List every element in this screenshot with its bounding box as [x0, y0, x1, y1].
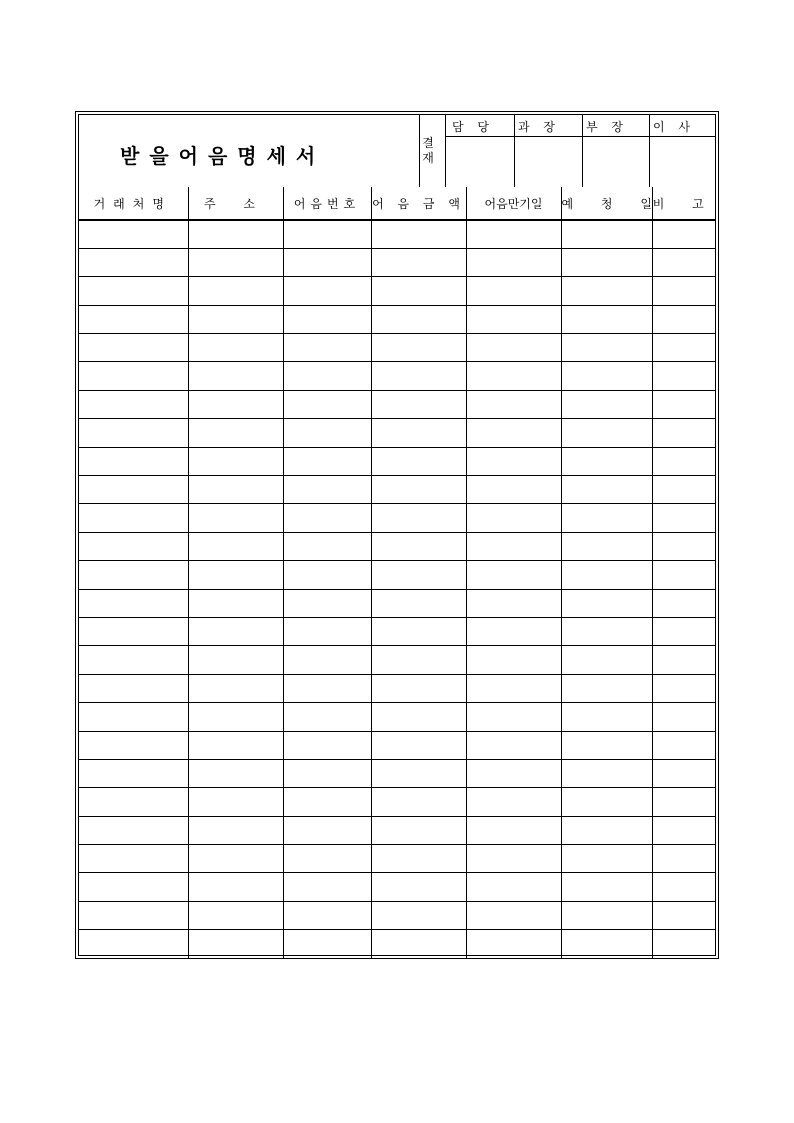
- table-cell[interactable]: [188, 220, 283, 248]
- table-cell[interactable]: [652, 901, 716, 929]
- table-cell[interactable]: [371, 419, 466, 447]
- col-header-remarks: 비 고: [652, 187, 716, 220]
- table-cell[interactable]: [188, 305, 283, 333]
- table-cell[interactable]: [371, 674, 466, 702]
- table-cell[interactable]: [652, 930, 716, 958]
- table-row: [78, 277, 716, 305]
- table-cell[interactable]: [188, 248, 283, 276]
- table-cell[interactable]: [561, 561, 652, 589]
- approval-divider-2: [582, 114, 583, 187]
- table-cell[interactable]: [652, 504, 716, 532]
- table-cell[interactable]: [371, 930, 466, 958]
- col-header-note-amount: 어 음 금 액: [371, 187, 466, 220]
- table-cell[interactable]: [466, 646, 561, 674]
- col-header-maturity-date: 어음만기일: [466, 187, 561, 220]
- table-cell[interactable]: [561, 674, 652, 702]
- table-cell[interactable]: [188, 617, 283, 645]
- table-cell[interactable]: [78, 816, 188, 844]
- table-cell[interactable]: [466, 873, 561, 901]
- table-cell[interactable]: [652, 447, 716, 475]
- table-cell[interactable]: [652, 277, 716, 305]
- table-cell[interactable]: [466, 220, 561, 248]
- table-cell[interactable]: [652, 220, 716, 248]
- table-cell[interactable]: [188, 816, 283, 844]
- table-row: [78, 504, 716, 532]
- table-cell[interactable]: [371, 845, 466, 873]
- approval-label: 결 재: [422, 136, 434, 165]
- col-header-note-number: 어음번호: [283, 187, 371, 220]
- table-cell[interactable]: [78, 220, 188, 248]
- table-row: [78, 561, 716, 589]
- table-row: [78, 447, 716, 475]
- table-cell[interactable]: [78, 674, 188, 702]
- table-cell[interactable]: [371, 759, 466, 787]
- table-cell[interactable]: [561, 873, 652, 901]
- table-cell[interactable]: [371, 731, 466, 759]
- table-cell[interactable]: [466, 419, 561, 447]
- ledger-header-row: [78, 187, 716, 220]
- table-cell[interactable]: [652, 617, 716, 645]
- approval-role-department-head: 부 장: [586, 120, 628, 134]
- table-cell[interactable]: [283, 703, 371, 731]
- approval-row-divider: [445, 136, 716, 137]
- table-cell[interactable]: [78, 305, 188, 333]
- table-cell[interactable]: [371, 447, 466, 475]
- table-cell[interactable]: [466, 390, 561, 418]
- table-cell[interactable]: [561, 447, 652, 475]
- ledger-body: [78, 220, 716, 958]
- table-cell[interactable]: [466, 759, 561, 787]
- table-cell[interactable]: [561, 617, 652, 645]
- table-cell[interactable]: [283, 277, 371, 305]
- table-cell[interactable]: [466, 248, 561, 276]
- table-cell[interactable]: [371, 617, 466, 645]
- table-cell[interactable]: [652, 305, 716, 333]
- table-cell[interactable]: [466, 703, 561, 731]
- table-cell[interactable]: [78, 362, 188, 390]
- table-row: [78, 362, 716, 390]
- approval-divider-1: [514, 114, 515, 187]
- table-cell[interactable]: [466, 305, 561, 333]
- table-cell[interactable]: [78, 759, 188, 787]
- table-cell[interactable]: [652, 759, 716, 787]
- table-cell[interactable]: [561, 220, 652, 248]
- table-cell[interactable]: [652, 873, 716, 901]
- table-cell[interactable]: [652, 703, 716, 731]
- table-cell[interactable]: [188, 788, 283, 816]
- table-cell[interactable]: [188, 476, 283, 504]
- table-cell[interactable]: [188, 845, 283, 873]
- approval-divider-3: [649, 114, 650, 187]
- table-row: [78, 930, 716, 958]
- table-cell[interactable]: [466, 731, 561, 759]
- table-cell[interactable]: [283, 476, 371, 504]
- table-cell[interactable]: [561, 930, 652, 958]
- table-cell[interactable]: [188, 646, 283, 674]
- table-cell[interactable]: [78, 248, 188, 276]
- table-cell[interactable]: [78, 589, 188, 617]
- table-row: [78, 731, 716, 759]
- table-cell[interactable]: [466, 561, 561, 589]
- table-cell[interactable]: [188, 561, 283, 589]
- table-cell[interactable]: [188, 674, 283, 702]
- table-cell[interactable]: [371, 334, 466, 362]
- table-cell[interactable]: [652, 646, 716, 674]
- notes-ledger-table: [78, 187, 716, 958]
- table-cell[interactable]: [652, 532, 716, 560]
- table-cell[interactable]: [561, 816, 652, 844]
- table-cell[interactable]: [188, 390, 283, 418]
- table-cell[interactable]: [652, 674, 716, 702]
- table-cell[interactable]: [652, 816, 716, 844]
- table-cell[interactable]: [78, 447, 188, 475]
- document-title: 받을어음명세서: [120, 144, 326, 168]
- table-row: [78, 248, 716, 276]
- table-cell[interactable]: [78, 731, 188, 759]
- approval-divider-label: [445, 114, 446, 187]
- table-row: [78, 759, 716, 787]
- table-row: [78, 476, 716, 504]
- table-cell[interactable]: [371, 390, 466, 418]
- table-cell[interactable]: [561, 731, 652, 759]
- table-cell[interactable]: [466, 816, 561, 844]
- table-cell[interactable]: [371, 476, 466, 504]
- table-cell[interactable]: [371, 646, 466, 674]
- table-cell[interactable]: [466, 504, 561, 532]
- table-cell[interactable]: [78, 561, 188, 589]
- table-cell[interactable]: [561, 759, 652, 787]
- table-cell[interactable]: [78, 334, 188, 362]
- table-cell[interactable]: [652, 589, 716, 617]
- table-cell[interactable]: [466, 901, 561, 929]
- table-cell[interactable]: [561, 334, 652, 362]
- table-cell[interactable]: [652, 788, 716, 816]
- table-cell[interactable]: [283, 362, 371, 390]
- table-cell[interactable]: [561, 646, 652, 674]
- table-cell[interactable]: [283, 873, 371, 901]
- approval-divider-left: [419, 114, 420, 187]
- table-cell[interactable]: [283, 390, 371, 418]
- table-cell[interactable]: [188, 930, 283, 958]
- table-cell[interactable]: [283, 589, 371, 617]
- table-cell[interactable]: [466, 589, 561, 617]
- table-cell[interactable]: [283, 646, 371, 674]
- table-cell[interactable]: [466, 930, 561, 958]
- approval-role-director: 이 사: [653, 120, 695, 134]
- table-cell[interactable]: [188, 532, 283, 560]
- table-cell[interactable]: [283, 248, 371, 276]
- table-row: [78, 305, 716, 333]
- table-cell[interactable]: [466, 845, 561, 873]
- table-cell[interactable]: [283, 731, 371, 759]
- table-cell[interactable]: [652, 845, 716, 873]
- table-cell[interactable]: [371, 873, 466, 901]
- table-cell[interactable]: [188, 703, 283, 731]
- table-cell[interactable]: [652, 476, 716, 504]
- table-cell[interactable]: [466, 617, 561, 645]
- table-cell[interactable]: [78, 617, 188, 645]
- table-cell[interactable]: [78, 419, 188, 447]
- table-cell[interactable]: [78, 873, 188, 901]
- table-row: [78, 873, 716, 901]
- table-row: [78, 703, 716, 731]
- table-cell[interactable]: [283, 220, 371, 248]
- table-cell[interactable]: [188, 589, 283, 617]
- table-cell[interactable]: [78, 532, 188, 560]
- table-cell[interactable]: [466, 447, 561, 475]
- table-cell[interactable]: [371, 277, 466, 305]
- table-cell[interactable]: [466, 277, 561, 305]
- table-cell[interactable]: [652, 334, 716, 362]
- table-cell[interactable]: [283, 759, 371, 787]
- table-cell[interactable]: [188, 504, 283, 532]
- table-cell[interactable]: [466, 532, 561, 560]
- table-cell[interactable]: [371, 362, 466, 390]
- col-header-request-date: 예 청 일: [561, 187, 652, 220]
- table-row: [78, 589, 716, 617]
- table-cell[interactable]: [188, 731, 283, 759]
- table-cell[interactable]: [652, 390, 716, 418]
- table-cell[interactable]: [283, 674, 371, 702]
- table-cell[interactable]: [78, 930, 188, 958]
- table-cell[interactable]: [561, 305, 652, 333]
- table-cell[interactable]: [466, 334, 561, 362]
- table-cell[interactable]: [652, 561, 716, 589]
- table-cell[interactable]: [371, 532, 466, 560]
- table-cell[interactable]: [283, 788, 371, 816]
- table-row: [78, 532, 716, 560]
- table-cell[interactable]: [283, 504, 371, 532]
- table-cell[interactable]: [188, 362, 283, 390]
- table-cell[interactable]: [78, 390, 188, 418]
- table-cell[interactable]: [561, 901, 652, 929]
- table-cell[interactable]: [561, 504, 652, 532]
- table-row: [78, 646, 716, 674]
- table-row: [78, 617, 716, 645]
- table-cell[interactable]: [78, 845, 188, 873]
- table-cell[interactable]: [78, 277, 188, 305]
- table-cell[interactable]: [188, 873, 283, 901]
- col-header-address: 주 소: [188, 187, 283, 220]
- table-cell[interactable]: [283, 845, 371, 873]
- table-cell[interactable]: [371, 248, 466, 276]
- table-cell[interactable]: [371, 901, 466, 929]
- table-cell[interactable]: [188, 277, 283, 305]
- table-cell[interactable]: [283, 419, 371, 447]
- table-row: [78, 220, 716, 248]
- table-cell[interactable]: [188, 901, 283, 929]
- table-cell[interactable]: [78, 646, 188, 674]
- table-cell[interactable]: [78, 788, 188, 816]
- table-cell[interactable]: [188, 419, 283, 447]
- table-cell[interactable]: [371, 220, 466, 248]
- table-cell[interactable]: [652, 362, 716, 390]
- table-cell[interactable]: [283, 617, 371, 645]
- table-row: [78, 674, 716, 702]
- table-cell[interactable]: [371, 504, 466, 532]
- table-row: [78, 390, 716, 418]
- table-cell[interactable]: [188, 447, 283, 475]
- table-cell[interactable]: [561, 248, 652, 276]
- table-cell[interactable]: [652, 731, 716, 759]
- table-cell[interactable]: [188, 759, 283, 787]
- table-cell[interactable]: [283, 901, 371, 929]
- table-cell[interactable]: [283, 305, 371, 333]
- table-row: [78, 788, 716, 816]
- col-header-client: 거래처명: [78, 187, 188, 220]
- table-cell[interactable]: [371, 788, 466, 816]
- table-cell[interactable]: [78, 703, 188, 731]
- table-cell[interactable]: [561, 390, 652, 418]
- table-cell[interactable]: [283, 334, 371, 362]
- table-cell[interactable]: [188, 334, 283, 362]
- table-cell[interactable]: [466, 674, 561, 702]
- table-cell[interactable]: [561, 589, 652, 617]
- table-cell[interactable]: [466, 362, 561, 390]
- table-cell[interactable]: [78, 476, 188, 504]
- table-row: [78, 845, 716, 873]
- table-cell[interactable]: [371, 561, 466, 589]
- table-cell[interactable]: [371, 589, 466, 617]
- table-cell[interactable]: [283, 447, 371, 475]
- table-cell[interactable]: [561, 362, 652, 390]
- table-cell[interactable]: [371, 305, 466, 333]
- table-cell[interactable]: [652, 248, 716, 276]
- table-cell[interactable]: [283, 816, 371, 844]
- table-cell[interactable]: [561, 476, 652, 504]
- table-row: [78, 334, 716, 362]
- approval-role-section-chief: 과 장: [518, 120, 560, 134]
- table-cell[interactable]: [78, 504, 188, 532]
- table-cell[interactable]: [466, 476, 561, 504]
- table-cell[interactable]: [283, 561, 371, 589]
- table-cell[interactable]: [371, 816, 466, 844]
- table-cell[interactable]: [466, 788, 561, 816]
- table-cell[interactable]: [283, 930, 371, 958]
- table-cell[interactable]: [561, 788, 652, 816]
- table-cell[interactable]: [561, 532, 652, 560]
- table-cell[interactable]: [78, 901, 188, 929]
- table-cell[interactable]: [652, 419, 716, 447]
- table-row: [78, 901, 716, 929]
- table-cell[interactable]: [561, 845, 652, 873]
- table-row: [78, 419, 716, 447]
- table-row: [78, 816, 716, 844]
- table-cell[interactable]: [561, 419, 652, 447]
- table-cell[interactable]: [561, 703, 652, 731]
- approval-role-staff: 담 당: [452, 120, 494, 134]
- table-cell[interactable]: [561, 277, 652, 305]
- table-cell[interactable]: [371, 703, 466, 731]
- table-cell[interactable]: [283, 532, 371, 560]
